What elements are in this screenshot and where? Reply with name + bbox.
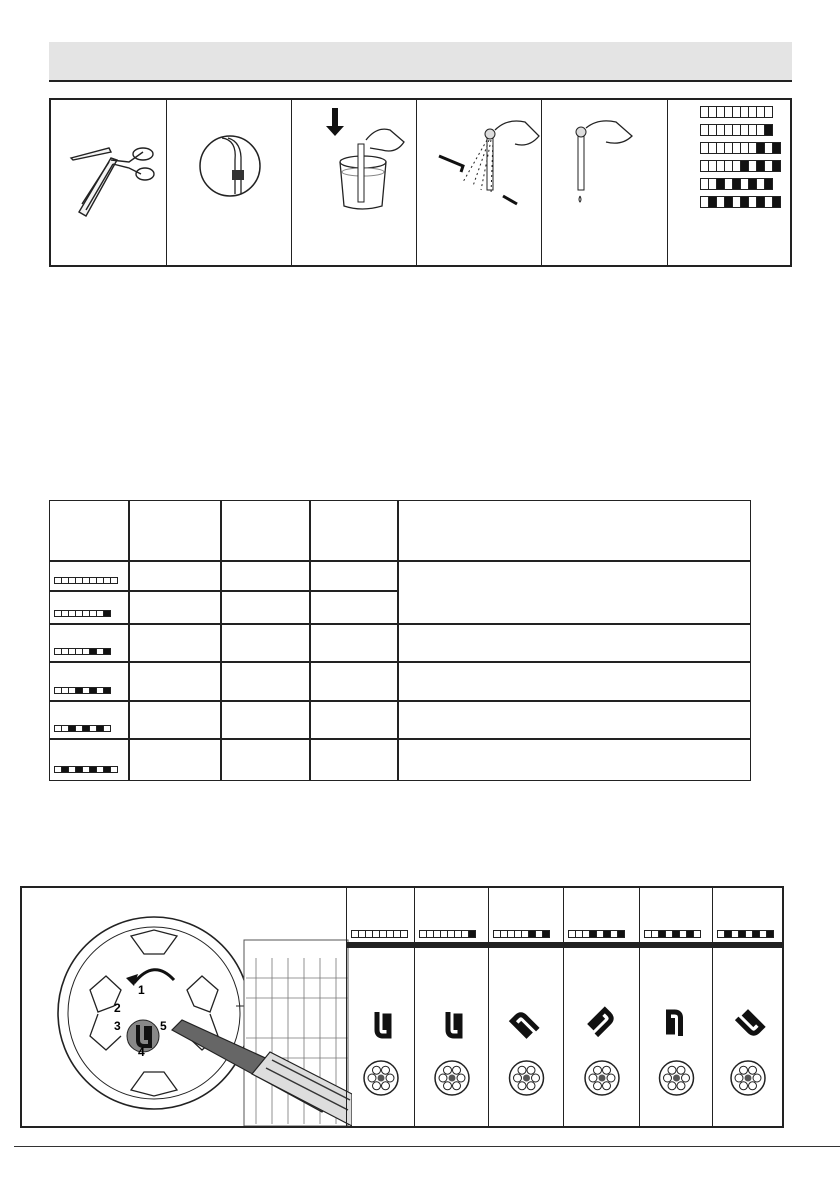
strip-pad bbox=[103, 725, 111, 732]
dial-number-3: 3 bbox=[114, 1019, 121, 1033]
table-strip bbox=[54, 610, 110, 617]
table-value-cell bbox=[309, 661, 399, 702]
strip-pad bbox=[764, 178, 773, 190]
mini-dial-center bbox=[523, 1075, 530, 1082]
table-value-cell bbox=[220, 623, 311, 663]
mini-dial-center bbox=[378, 1075, 385, 1082]
table-value-cell bbox=[128, 560, 222, 592]
strip-pad bbox=[772, 142, 781, 154]
table-note-cell bbox=[397, 661, 751, 702]
table-value-cell bbox=[220, 700, 311, 740]
scale-strip bbox=[700, 160, 780, 172]
table-value-cell bbox=[309, 738, 399, 781]
dial-position-icon bbox=[713, 888, 783, 1126]
step-connect bbox=[167, 100, 292, 265]
table-header-cell bbox=[128, 500, 222, 562]
mini-dial-center bbox=[449, 1075, 456, 1082]
table-strip bbox=[54, 577, 117, 584]
table-value-cell bbox=[220, 560, 311, 592]
dial-position-icon bbox=[564, 888, 640, 1126]
dial-position-icon bbox=[640, 888, 713, 1126]
table-note-cell bbox=[397, 738, 751, 781]
dial-position-icon bbox=[489, 888, 564, 1126]
table-header-cell bbox=[220, 500, 311, 562]
table-pattern-cell bbox=[49, 661, 130, 702]
dial-setting-column bbox=[488, 888, 563, 1126]
dial-setting-column bbox=[563, 888, 639, 1126]
table-strip bbox=[54, 766, 117, 773]
strip-pad bbox=[772, 160, 781, 172]
step-shake bbox=[417, 100, 542, 265]
table-value-cell bbox=[128, 661, 222, 702]
table-value-cell bbox=[220, 661, 311, 702]
scissors-icon bbox=[51, 100, 165, 265]
mini-dial-center bbox=[599, 1075, 606, 1082]
dial-position-icon bbox=[347, 888, 415, 1126]
table-header-cell bbox=[309, 500, 399, 562]
table-pattern-cell bbox=[49, 700, 130, 740]
knob-symbol bbox=[669, 1012, 681, 1036]
knob-symbol bbox=[448, 1012, 460, 1036]
strip-pad bbox=[764, 106, 773, 118]
dial-position-icon bbox=[415, 888, 489, 1126]
strip-pad bbox=[110, 766, 118, 773]
knob-symbol bbox=[737, 1010, 762, 1035]
table-value-cell bbox=[128, 590, 222, 625]
step-dip bbox=[292, 100, 417, 265]
strip-pad bbox=[103, 648, 111, 655]
wait-strip-icon bbox=[542, 100, 666, 265]
strip-pad bbox=[772, 196, 781, 208]
dial-setting-column bbox=[346, 888, 414, 1126]
table-pattern-cell bbox=[49, 623, 130, 663]
footer-rule bbox=[14, 1146, 840, 1147]
dial-number-1: 1 bbox=[138, 983, 145, 997]
table-pattern-cell bbox=[49, 738, 130, 781]
section-header-band bbox=[49, 42, 792, 82]
dial-setting-column bbox=[712, 888, 782, 1126]
scale-strip bbox=[700, 124, 772, 136]
dial-setting-column bbox=[639, 888, 712, 1126]
test-steps-panel bbox=[49, 98, 792, 267]
scale-strip bbox=[700, 106, 772, 118]
step-read-scale bbox=[668, 100, 790, 265]
hardness-table bbox=[49, 500, 749, 779]
table-value-cell bbox=[220, 590, 311, 625]
table-value-cell bbox=[128, 738, 222, 781]
table-value-cell bbox=[309, 623, 399, 663]
shake-strip-icon bbox=[417, 100, 540, 265]
table-strip bbox=[54, 725, 110, 732]
table-value-cell bbox=[309, 560, 399, 592]
table-note-cell bbox=[397, 700, 751, 740]
table-note-cell bbox=[397, 623, 751, 663]
scale-strip bbox=[700, 178, 772, 190]
strip-pad bbox=[103, 687, 111, 694]
dip-strip-icon bbox=[292, 100, 415, 265]
table-pattern-cell bbox=[49, 590, 130, 625]
strip-pad bbox=[110, 577, 118, 584]
table-value-cell bbox=[309, 700, 399, 740]
dial-number-5: 5 bbox=[160, 1019, 167, 1033]
knob-symbol bbox=[588, 1010, 613, 1035]
table-strip bbox=[54, 687, 110, 694]
table-header-cell bbox=[49, 500, 130, 562]
table-value-cell bbox=[220, 738, 311, 781]
hose-clip-icon bbox=[167, 100, 290, 265]
knob-symbol bbox=[377, 1012, 389, 1036]
strip-pad bbox=[764, 124, 773, 136]
dial-number-2: 2 bbox=[114, 1001, 121, 1015]
dial-setting-column bbox=[414, 888, 488, 1126]
table-value-cell bbox=[309, 590, 399, 625]
step-wait bbox=[542, 100, 668, 265]
table-value-cell bbox=[128, 700, 222, 740]
step-cut bbox=[51, 100, 167, 265]
mini-dial-center bbox=[673, 1075, 680, 1082]
scale-strip bbox=[700, 142, 780, 154]
table-value-cell bbox=[128, 623, 222, 663]
dial-setting-panel bbox=[20, 886, 784, 1128]
strip-pad bbox=[103, 610, 111, 617]
scale-strip bbox=[700, 196, 780, 208]
table-strip bbox=[54, 648, 110, 655]
table-pattern-cell bbox=[49, 560, 130, 592]
dial-illustration bbox=[22, 888, 352, 1126]
dial-number-4: 4 bbox=[138, 1045, 145, 1059]
table-header-cell bbox=[397, 500, 751, 562]
knob-symbol bbox=[512, 1013, 537, 1038]
table-note-cell bbox=[397, 560, 751, 625]
mini-dial-center bbox=[745, 1075, 752, 1082]
